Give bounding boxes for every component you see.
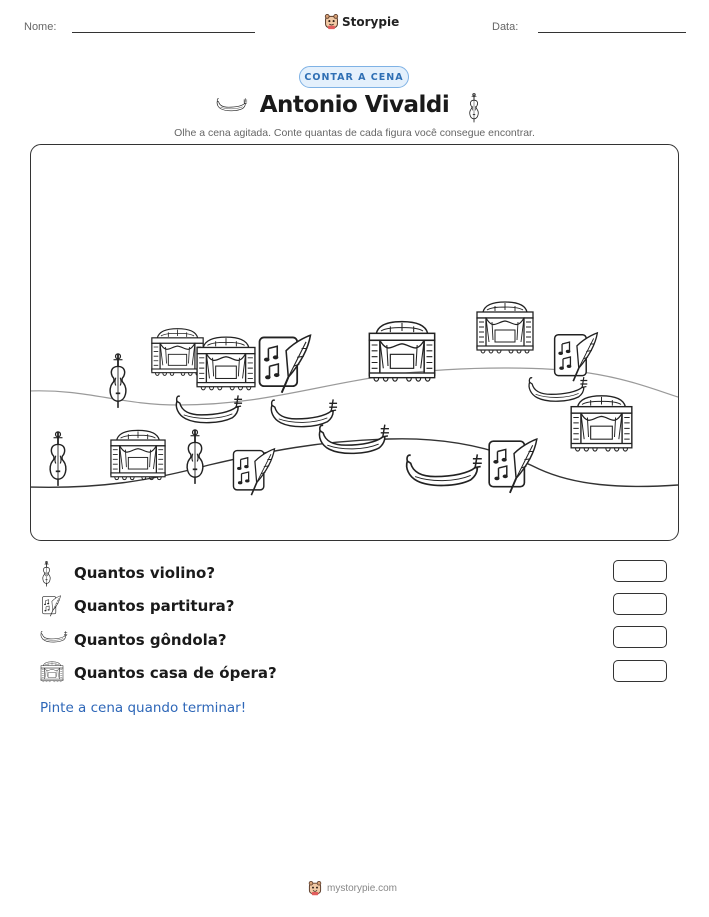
name-field[interactable]: [72, 32, 255, 33]
name-label: Nome:: [24, 21, 57, 33]
question-text: Quantos gôndola?: [74, 631, 227, 649]
answer-box[interactable]: [613, 593, 667, 615]
sheet-music-icon: [40, 595, 63, 617]
gondola-figure: [272, 400, 338, 427]
question-text: Quantos partitura?: [74, 597, 235, 615]
opera-house-figure: [572, 396, 633, 451]
question-text: Quantos violino?: [74, 564, 216, 582]
opera-house-figure: [152, 329, 203, 376]
violin-figure: [51, 432, 67, 486]
page-title: Antonio Vivaldi: [259, 92, 450, 118]
violin-icon: [40, 561, 53, 587]
answer-box[interactable]: [613, 560, 667, 582]
question-text: Quantos casa de ópera?: [74, 664, 277, 682]
counting-scene: [30, 144, 679, 541]
opera-house-figure: [477, 302, 533, 353]
violin-icon: [467, 93, 481, 123]
sheet-music-figure: [260, 336, 311, 394]
gondola-icon: [40, 630, 68, 644]
opera-house-figure: [197, 338, 255, 391]
answer-box[interactable]: [613, 660, 667, 682]
date-field[interactable]: [538, 32, 686, 33]
opera-house-figure: [111, 431, 165, 480]
site-url: mystorypie.com: [327, 883, 398, 894]
mascot-icon: [307, 880, 323, 896]
brand-logo: [323, 13, 400, 33]
gondola-figure: [177, 396, 243, 423]
answer-box[interactable]: [613, 626, 667, 648]
brand-name: Storypie: [342, 15, 400, 29]
sheet-music-figure: [234, 449, 275, 495]
activity-badge: CONTAR A CENA: [299, 66, 409, 88]
violin-figure: [188, 430, 204, 484]
scene-illustration: [30, 144, 678, 540]
opera-house-figure: [370, 322, 435, 382]
gondola-figure: [529, 377, 587, 401]
sheet-music-figure: [490, 439, 538, 493]
violin-figure: [111, 354, 127, 408]
opera-house-icon: [40, 661, 64, 683]
gondola-figure: [407, 455, 482, 486]
instructions: Olhe a cena agitada. Conte quantas de cada figura você consegue encontrar.: [174, 127, 535, 139]
gondola-figure: [320, 425, 389, 454]
mascot-icon: [323, 13, 340, 30]
coloring-instruction: Pinte a cena quando terminar!: [40, 700, 247, 716]
site-footer: [307, 880, 407, 898]
date-label: Data:: [492, 21, 519, 33]
